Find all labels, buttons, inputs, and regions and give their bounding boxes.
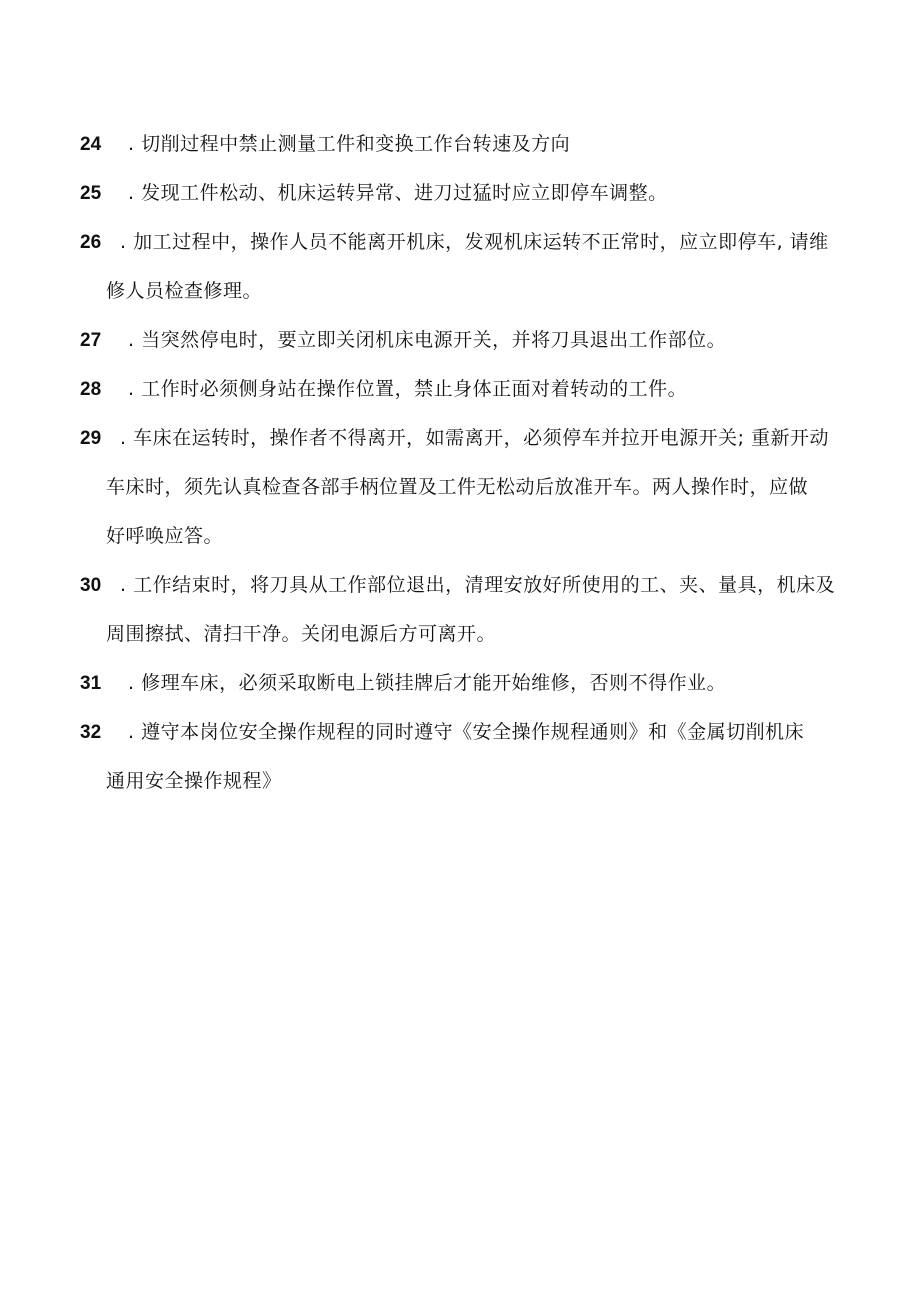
rule-text-line: . 发现工件松动、机床运转异常、进刀过猛时应立即停车调整。	[128, 182, 668, 204]
safety-rules-list	[80, 120, 850, 806]
rule-text-line: . 加工过程中，操作人员不能离开机床，发观机床运转不正常时，应立即停车, 请维	[120, 231, 829, 253]
rule-text-line: . 切削过程中禁止测量工件和变换工作台转速及方向	[128, 133, 571, 155]
rule-item-24	[80, 120, 850, 169]
rule-number: 31	[80, 673, 102, 694]
rule-text-line: 车床时，须先认真检查各部手柄位置及工件无松动后放准开车。两人操作时，应做	[106, 476, 809, 498]
rule-item-30	[80, 561, 850, 659]
rule-text-line: . 工作结束时，将刀具从工作部位退出，清理安放好所使用的工、夹、量具，机床及	[120, 574, 836, 596]
rule-number: 25	[80, 183, 102, 204]
rule-text-line: . 车床在运转时，操作者不得离开，如需离开，必须停车并拉开电源开关; 重新开动	[120, 427, 830, 449]
rule-text-line: 修人员检查修理。	[106, 280, 263, 302]
rule-text-line: . 遵守本岗位安全操作规程的同时遵守《安全操作规程通则》和《金属切削机床	[128, 721, 805, 743]
rule-number: 29	[80, 428, 102, 449]
rule-item-26	[80, 218, 850, 316]
rule-item-29	[80, 414, 850, 561]
rule-text-line: 好呼唤应答。	[106, 525, 224, 547]
rule-number: 28	[80, 379, 102, 400]
rule-text-line: 周围擦拭、清扫干净。关闭电源后方可离开。	[106, 623, 497, 645]
rule-number: 27	[80, 330, 102, 351]
rule-number: 24	[80, 134, 102, 155]
rule-item-27	[80, 316, 850, 365]
rule-text-line: . 当突然停电时，要立即关闭机床电源开关，并将刀具退出工作部位。	[128, 329, 727, 351]
rule-text-line: . 修理车床，必须采取断电上锁挂牌后才能开始维修，否则不得作业。	[128, 672, 727, 694]
rule-text-line: 通用安全操作规程》	[106, 770, 282, 792]
rule-item-25	[80, 169, 850, 218]
rule-text-line: . 工作时必须侧身站在操作位置，禁止身体正面对着转动的工件。	[128, 378, 688, 400]
rule-number: 30	[80, 575, 102, 596]
rule-item-28	[80, 365, 850, 414]
rule-number: 32	[80, 722, 102, 743]
rule-number: 26	[80, 232, 102, 253]
rule-item-32	[80, 708, 850, 806]
rule-item-31	[80, 659, 850, 708]
